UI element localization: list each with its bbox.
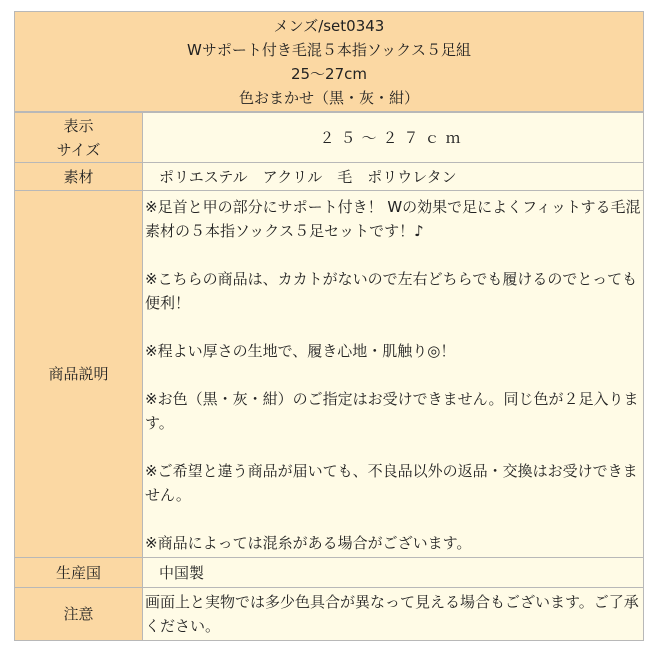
- description-paragraph: ※お色（黒・灰・紺）のご指定はお受けできません。同じ色が２足入ります。: [145, 390, 639, 432]
- product-color-note: 色おまかせ（黒・灰・紺）: [238, 89, 419, 107]
- spec-table: [14, 112, 644, 641]
- size-value: ２５〜２７ｃｍ: [143, 113, 644, 163]
- description-paragraph: ※商品によっては混糸がある場合がございます。: [145, 534, 472, 552]
- origin-row: [15, 558, 644, 588]
- origin-label: 生産国: [15, 558, 143, 588]
- notice-value: 画面上と実物では多少色具合が異なって見える場合もございます。ご了承ください。: [143, 588, 644, 641]
- product-title: Wサポート付き毛混５本指ソックス５足組: [187, 41, 471, 59]
- notice-row: [15, 588, 644, 641]
- product-header: [14, 11, 644, 112]
- size-row: [15, 113, 644, 163]
- description-paragraph: ※足首と甲の部分にサポート付き！ Wの効果で足によくフィットする毛混素材の５本指ソックス５足セットです！♪: [145, 198, 641, 240]
- origin-value: 中国製: [143, 558, 644, 588]
- description-paragraph: ※ご希望と違う商品が届いても、不良品以外の返品・交換はお受けできません。: [145, 462, 638, 504]
- product-size-range: 25〜27cm: [290, 65, 368, 83]
- material-label: 素材: [15, 163, 143, 191]
- notice-label: 注意: [15, 588, 143, 641]
- material-value: ポリエステル アクリル 毛 ポリウレタン: [143, 163, 644, 191]
- description-row: [15, 191, 644, 558]
- product-category-code: メンズ/set0343: [273, 17, 385, 35]
- description-paragraph: ※こちらの商品は、カカトがないので左右どちらでも履けるのでとっても便利！: [145, 270, 638, 312]
- description-label: 商品説明: [15, 191, 143, 558]
- description-value: [143, 191, 644, 558]
- material-row: [15, 163, 644, 191]
- size-label: 表示 サイズ: [15, 113, 143, 163]
- description-paragraph: ※程よい厚さの生地で、履き心地・肌触り◎！: [145, 342, 456, 360]
